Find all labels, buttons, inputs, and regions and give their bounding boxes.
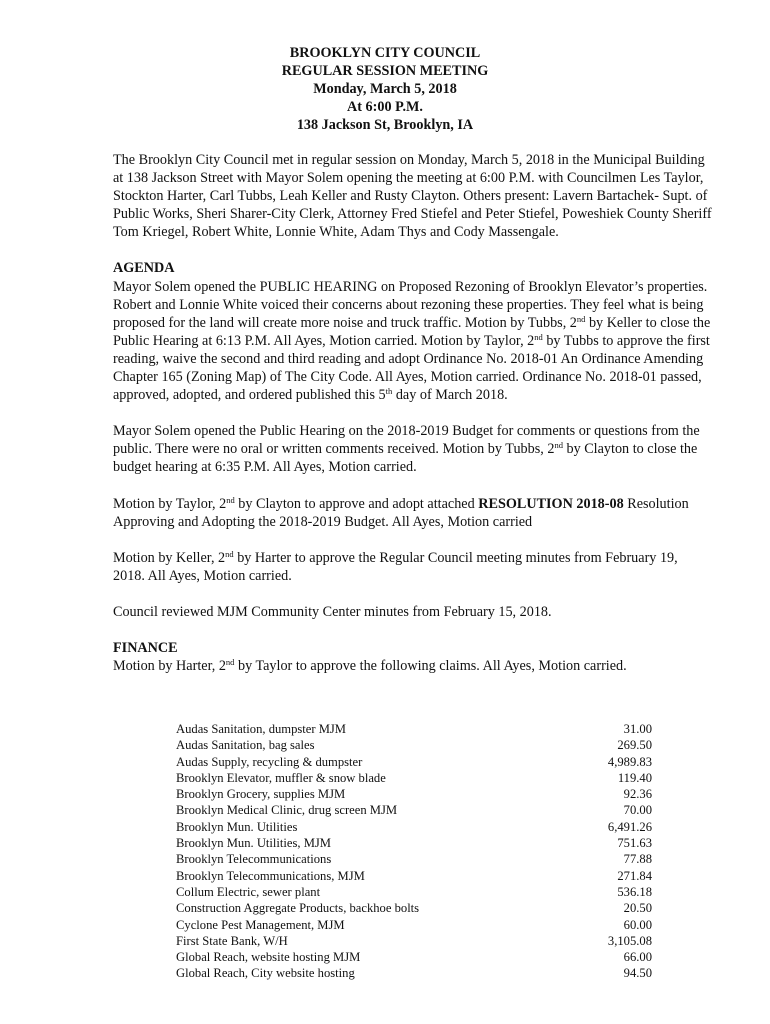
claim-row [176, 754, 652, 770]
claim-amount: 271.84 [617, 868, 652, 883]
claim-name: Construction Aggregate Products, backhoe bolts [176, 901, 420, 916]
claim-row [176, 802, 652, 818]
claim-amount: 66.00 [623, 950, 652, 965]
agenda-rezoning-paragraph [113, 278, 713, 405]
claim-name: Brooklyn Medical Clinic, drug screen MJM [176, 803, 398, 818]
claim-row [176, 851, 652, 867]
claim-amount: 4,989.83 [607, 754, 652, 769]
text-run: Motion by Taylor, 2 [113, 495, 227, 512]
claim-row [176, 786, 652, 802]
finance-claims-motion [113, 657, 713, 675]
claim-name: Collum Electric, sewer plant [176, 884, 321, 899]
claim-amount: 70.00 [623, 803, 652, 818]
claim-row [176, 721, 652, 737]
text-run: by Clayton to close the budget hearing at 6:35 P.M. All Ayes, Motion carried. [113, 441, 698, 476]
claim-amount: 77.88 [623, 852, 652, 867]
agenda-heading: AGENDA [113, 260, 175, 277]
agenda-minutes-paragraph [113, 549, 713, 585]
claim-row [176, 737, 652, 753]
agenda-budget-hearing-paragraph [113, 422, 713, 476]
claim-name: Audas Sanitation, bag sales [176, 738, 315, 753]
ordinal-suffix: nd [554, 440, 563, 451]
claim-row [176, 819, 652, 835]
ordinal-suffix: nd [225, 657, 235, 668]
claim-amount: 751.63 [617, 836, 652, 851]
text-run: Motion by Keller, 2 [113, 549, 226, 566]
ordinal-suffix: th [385, 386, 393, 397]
claim-amount: 92.36 [623, 787, 652, 802]
agenda-mjm-paragraph: Council reviewed MJM Community Center minutes from February 15, 2018. [113, 603, 552, 620]
resolution-number: RESOLUTION 2018-08 [478, 495, 624, 512]
claim-name: Brooklyn Elevator, muffler & snow blade [176, 770, 386, 785]
text-run: by Keller to close the Public Hearing at 6:13 P.M. All Ayes, Motion carried. Motion by Taylor, 2 [113, 314, 711, 349]
claim-name: Audas Supply, recycling & dumpster [176, 754, 363, 769]
header-date: Monday, March 5, 2018 [313, 81, 457, 97]
agenda-resolution-paragraph [113, 495, 713, 531]
claim-amount: 3,105.08 [607, 933, 652, 948]
claim-row [176, 917, 652, 933]
claim-row [176, 884, 652, 900]
ordinal-suffix: nd [225, 548, 234, 559]
header-council-name: BROOKLYN CITY COUNCIL [289, 45, 481, 61]
claim-amount: 20.50 [623, 901, 652, 916]
claim-name: Global Reach, City website hosting [176, 966, 355, 981]
text-run: by Taylor to approve the following claims. All Ayes, Motion carried. [234, 658, 627, 675]
ordinal-suffix: nd [576, 313, 586, 324]
header-address: 138 Jackson St, Brooklyn, IA [296, 117, 474, 133]
claim-name: Brooklyn Mun. Utilities [176, 819, 298, 834]
ordinal-suffix: nd [534, 331, 543, 342]
claim-amount: 94.50 [623, 966, 652, 981]
claim-amount: 60.00 [623, 917, 652, 932]
text-run: Motion by Harter, 2 [113, 658, 226, 675]
claim-name: Cyclone Pest Management, MJM [176, 917, 345, 932]
claim-row [176, 770, 652, 786]
text-run: day of March 2018. [392, 387, 508, 404]
claim-row [176, 868, 652, 884]
claims-list [176, 721, 652, 982]
text-run: by Clayton to approve and adopt attached [234, 495, 479, 512]
text-run: by Harter to approve the Regular Council meeting minutes from February 19, 2018. All Ayes, Motion carried. [113, 549, 678, 584]
document-body [113, 151, 713, 675]
claim-amount: 119.40 [617, 770, 652, 785]
text-run: by Tubbs to approve the first reading, waive the second and third reading and adopt Ordinance No. 2018-01 An Ordinance Amending Chapter 165 (Zoning Map) of The City Code. All Ayes, Motion carried. Ordinance No. 2018-01 passed, approved, adopted, and ordered published this 5 [113, 332, 710, 404]
claim-amount: 6,491.26 [607, 819, 652, 834]
claim-row [176, 900, 652, 916]
claim-amount: 536.18 [617, 884, 652, 899]
claim-name: Global Reach, website hosting MJM [176, 950, 361, 965]
header-session-type: REGULAR SESSION MEETING [281, 63, 489, 79]
claim-name: Brooklyn Mun. Utilities, MJM [176, 836, 331, 851]
ordinal-suffix: nd [226, 494, 235, 505]
text-run: Resolution Approving and Adopting the 2018-2019 Budget. All Ayes, Motion carried [113, 495, 689, 530]
claim-amount: 31.00 [623, 722, 652, 736]
claim-row [176, 835, 652, 851]
text-run: Mayor Solem opened the PUBLIC HEARING on Proposed Rezoning of Brooklyn Elevator’s properties. Robert and Lonnie White voiced their concerns about rezoning these properties. They feel what is being proposed for the land will create more noise and truck traffic. Motion by Tubbs, 2 [113, 278, 708, 331]
claim-name: Brooklyn Telecommunications, MJM [176, 868, 365, 883]
claim-row [176, 949, 652, 965]
claim-name: First State Bank, W/H [176, 933, 288, 948]
finance-heading: FINANCE [113, 639, 178, 656]
header-time: At 6:00 P.M. [347, 99, 423, 115]
claim-row [176, 965, 652, 981]
claim-name: Brooklyn Grocery, supplies MJM [176, 787, 346, 802]
intro-paragraph: The Brooklyn City Council met in regular session on Monday, March 5, 2018 in the Municipal Building at 138 Jackson Street with Mayor Solem opening the meeting at 6:00 P.M. with Councilmen Les Taylor, Stockton Harter, Carl Tubbs, Leah Keller and Rusty Clayton. Others present: Lavern Bartachek- Supt. of Public Works, Sheri Sharer-City Clerk, Attorney Fred Stiefel and Peter Stiefel, Poweshiek County Sheriff Tom Kriegel, Robert White, Lonnie White, Adam Thys and Cody Massengale. [113, 152, 712, 241]
claim-row [176, 933, 652, 949]
document-header [0, 44, 770, 134]
text-run: Mayor Solem opened the Public Hearing on the 2018-2019 Budget for comments or questions from the public. There were no oral or written comments received. Motion by Tubbs, 2 [113, 423, 700, 458]
claim-amount: 269.50 [617, 738, 652, 753]
claim-name: Audas Sanitation, dumpster MJM [176, 722, 347, 736]
claim-name: Brooklyn Telecommunications [176, 852, 332, 867]
